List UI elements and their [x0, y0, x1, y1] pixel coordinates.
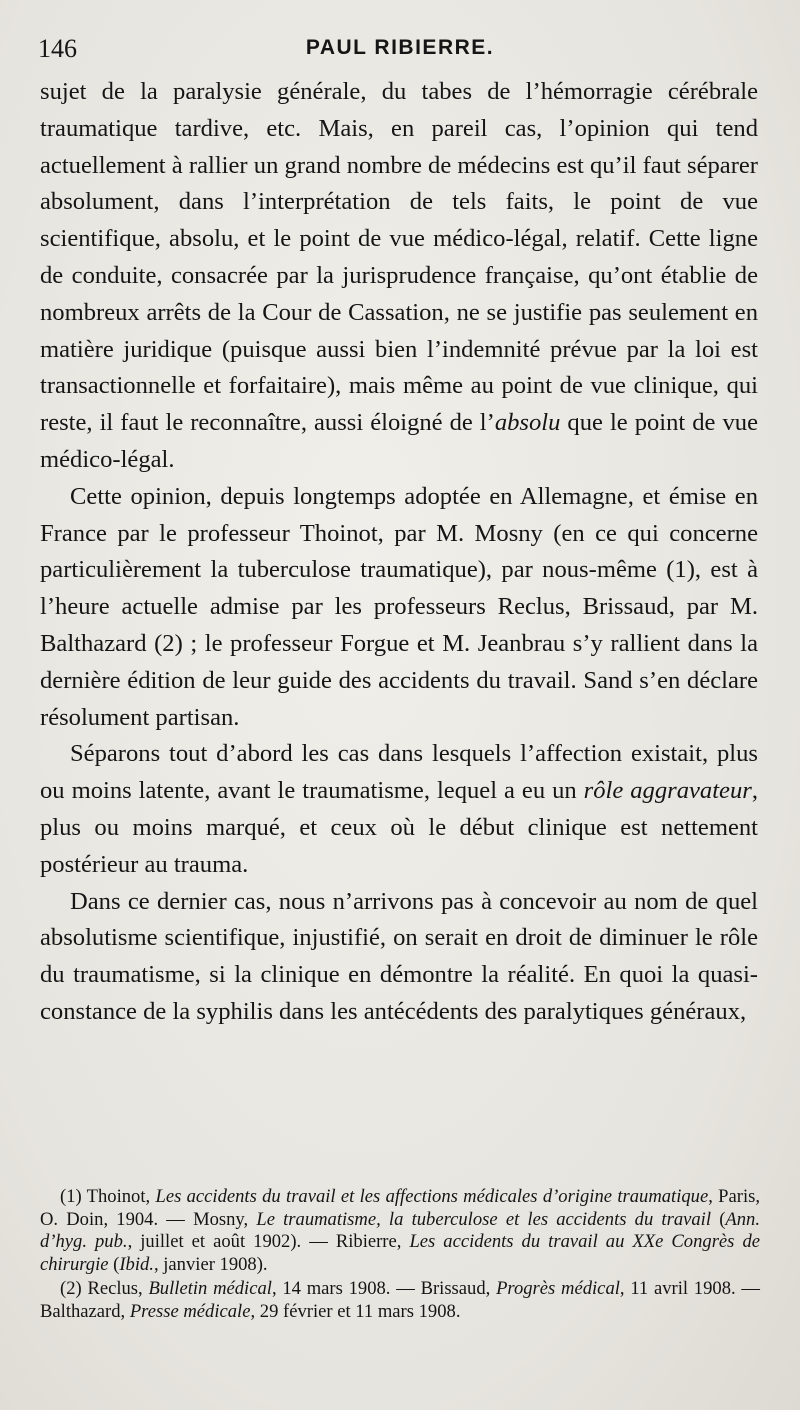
text-run: , 29 février et 11 mars 1908. — [250, 1300, 461, 1322]
text-run: ( — [711, 1208, 726, 1230]
italic-text-run: Ann. d’hyg. pub. — [40, 1208, 760, 1253]
text-run: , juillet et août 1902). — Ribierre, — [127, 1231, 410, 1253]
text-run: , 14 mars 1908. — Brissaud, — [271, 1278, 497, 1300]
text-run: ( — [108, 1253, 120, 1275]
text-run: , plus ou moins marqué, et ceux où le début clinique est nettement postérieur au trauma. — [40, 777, 758, 878]
paragraph — [40, 884, 758, 1031]
footnotes — [40, 1186, 760, 1324]
page-header — [38, 30, 762, 70]
text-run: , janvier 1908). — [153, 1253, 268, 1275]
italic-text-run: Les accidents du travail et les affections médicales d’origine traumatique — [155, 1186, 709, 1207]
paragraph — [40, 736, 758, 883]
footnote — [40, 1186, 760, 1276]
italic-text-run: Bulletin médical — [148, 1278, 272, 1300]
text-run: sujet de la paralysie générale, du tabes de l’hémorragie cérébrale traumatique tardive, etc. Mais, en pareil cas, l’opinion qui tend actuellement à rallier un grand nombre de médecins est qu’il faut séparer absolument, dans l’interprétation de tels faits, le point de vue scientifique, absolu, et le point de vue médico-légal, relatif. Cette ligne de conduite, consacrée par la jurisprudence française, qu’ont établie de nombreux arrêts de la Cour de Cassation, ne se justifie pas seulement en matière juridique (puisque aussi bien l’indemnité prévue par la loi est transactionnelle et forfaitaire), mais même au point de vue clinique, qui reste, il faut le reconnaître, aussi éloigné de l’ — [40, 78, 758, 437]
paragraph — [40, 479, 758, 737]
text-run: (1) Thoinot, — [60, 1186, 156, 1207]
italic-text-run: rôle aggravateur — [583, 777, 752, 805]
running-head: PAUL RIBIERRE. — [305, 36, 495, 59]
text-run: Dans ce dernier cas, nous n’arrivons pas à concevoir au nom de quel absolutisme scientifique, injustifié, on serait en droit de diminuer le rôle du traumatisme, si la clinique en démontre la réalité. En quoi la quasi-constance de la syphilis dans les antécédents des paralytiques généraux, — [40, 887, 758, 1025]
italic-text-run: Presse médicale — [129, 1300, 251, 1322]
paragraph — [40, 74, 758, 479]
text-run: , 11 avril 1908. — Balthazard, — [40, 1278, 760, 1322]
text-run: (2) Reclus, — [60, 1278, 149, 1300]
italic-text-run: Progrès médical — [496, 1278, 620, 1300]
page-number: 146 — [38, 34, 77, 63]
text-run: , Paris, O. Doin, 1904. — Mosny, — [40, 1186, 761, 1230]
body-text — [40, 74, 758, 1031]
italic-text-run: Ibid. — [119, 1253, 154, 1275]
footnote — [40, 1278, 760, 1323]
italic-text-run: absolu — [494, 409, 561, 437]
text-run: Séparons tout d’abord les cas dans lesquels l’affection existait, plus ou moins latente, avant le traumatisme, lequel a eu un — [40, 740, 758, 805]
italic-text-run: Les accidents du travail au XXe Congrès de chirurgie — [40, 1231, 761, 1275]
text-run: que le point de vue médico-légal. — [40, 409, 758, 473]
text-run: Cette opinion, depuis longtemps adoptée en Allemagne, et émise en France par le professeur Thoinot, par M. Mosny (en ce qui concerne particulièrement la tuberculose traumatique), par nous-même (1), est à l’heure actuelle admise par les professeurs Reclus, Brissaud, par M. Balthazard (2) ; le professeur Forgue et M. Jeanbrau s’y rallient dans la dernière édition de leur guide des accidents du travail. Sand s’en déclare résolument partisan. — [40, 482, 758, 731]
italic-text-run: Le traumatisme, la tuberculose et les accidents du travail — [256, 1208, 712, 1230]
